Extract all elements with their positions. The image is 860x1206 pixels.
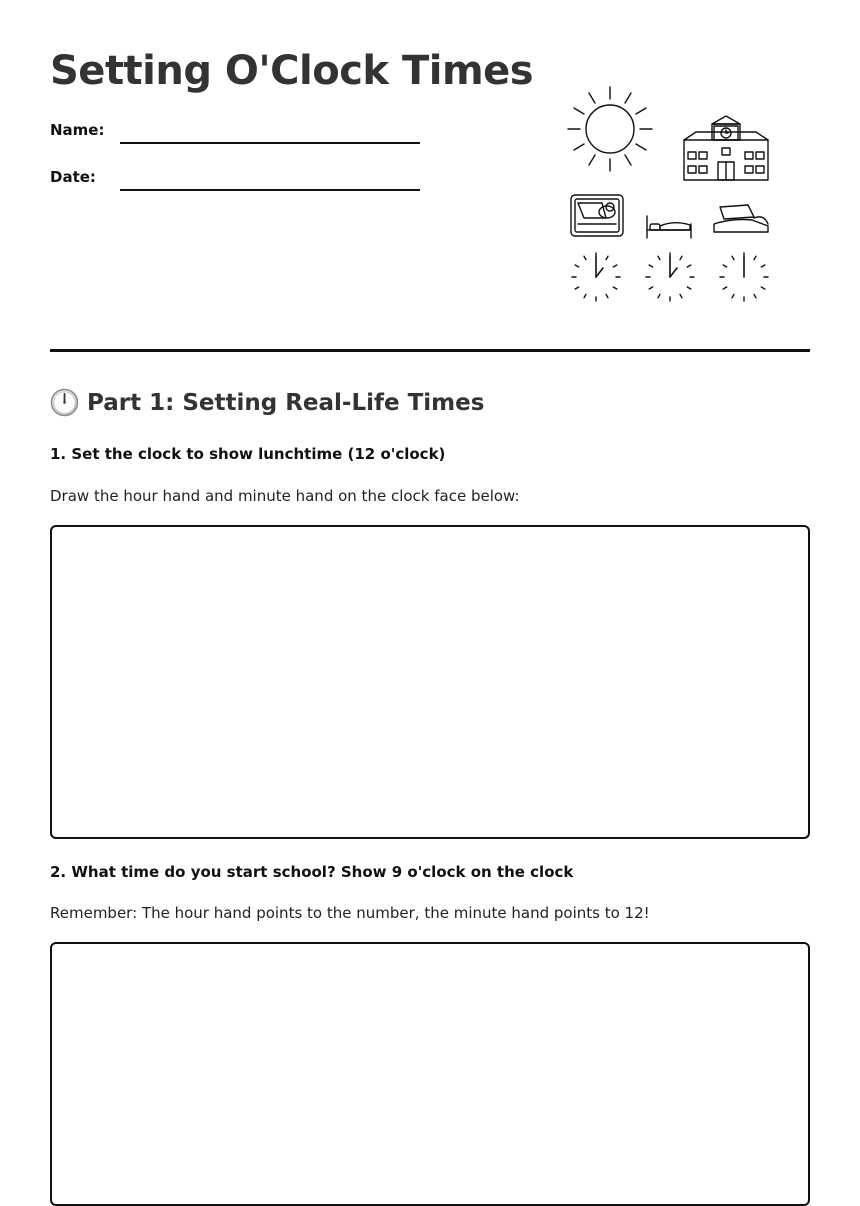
name-field[interactable]	[50, 121, 420, 147]
clock-face-icon	[720, 253, 768, 301]
section-divider	[50, 349, 810, 352]
question-2: 2. What time do you start school? Show 9 o'clock on the clock	[50, 863, 574, 881]
answer-box-2[interactable]	[50, 942, 810, 1206]
date-label: Date:	[50, 168, 96, 186]
date-field[interactable]	[50, 168, 420, 194]
question-1: 1. Set the clock to show lunchtime (12 o'clock)	[50, 445, 446, 463]
school-building-icon	[684, 116, 768, 180]
breakfast-plate-icon	[571, 195, 623, 236]
clock-face-icon	[572, 253, 620, 301]
pillow-blanket-icon	[714, 205, 768, 232]
part1-heading	[50, 388, 484, 417]
clock-icon	[50, 388, 79, 417]
name-line[interactable]	[120, 142, 420, 144]
clock-face-icon	[646, 253, 694, 301]
name-label: Name:	[50, 121, 105, 139]
part1-heading-text: Part 1: Setting Real-Life Times	[87, 389, 485, 416]
header-illustration	[562, 84, 778, 306]
page-title: Setting O'Clock Times	[50, 48, 534, 94]
sun-icon	[568, 87, 652, 171]
answer-box-1[interactable]	[50, 525, 810, 839]
question-2-instruction: Remember: The hour hand points to the number, the minute hand points to 12!	[50, 904, 650, 922]
date-line[interactable]	[120, 189, 420, 191]
bed-icon	[647, 216, 691, 238]
question-1-instruction: Draw the hour hand and minute hand on the clock face below:	[50, 487, 520, 505]
